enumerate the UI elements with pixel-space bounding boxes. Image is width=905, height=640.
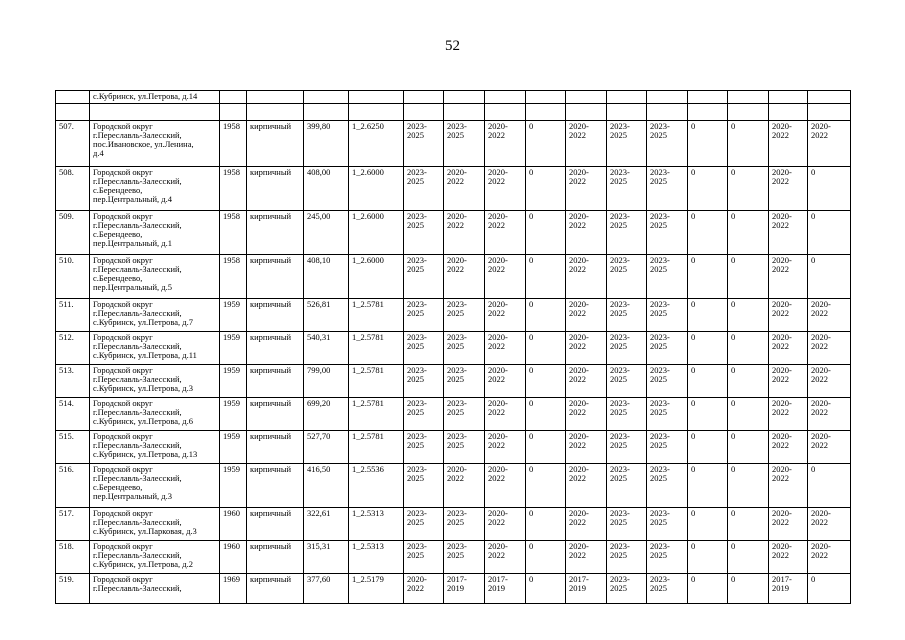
cell-c10: 2020- 2022	[769, 398, 808, 431]
cell-c3: 2020- 2022	[485, 365, 526, 398]
cell-c7: 2023- 2025	[647, 431, 688, 464]
cell-c3: 2020- 2022	[485, 255, 526, 299]
cell-c2: 2023- 2025	[444, 431, 485, 464]
cell-c6: 2023- 2025	[607, 299, 647, 332]
cell-material: кирпичный	[247, 167, 304, 211]
cell-num	[56, 91, 90, 104]
cell-address: Городской округ г.Переславль-Залесский, с.Кубринск, ул.Петрова, д.13	[90, 431, 220, 464]
cell-code: 1_2.5781	[349, 365, 404, 398]
cell-year: 1958	[220, 167, 247, 211]
cell-c8: 0	[688, 121, 728, 167]
cell-c11: 0	[808, 464, 851, 508]
cell-c8: 0	[688, 365, 728, 398]
cell-c6: 2023- 2025	[607, 365, 647, 398]
cell-c2: 2023- 2025	[444, 398, 485, 431]
cell-c1: 2020- 2022	[404, 574, 444, 604]
cell-c3: 2020- 2022	[485, 121, 526, 167]
cell-c1: 2023- 2025	[404, 541, 444, 574]
cell-c9: 0	[728, 464, 769, 508]
cell-area: 527,70	[304, 431, 349, 464]
cell-c8: 0	[688, 464, 728, 508]
cell-c10: 2020- 2022	[769, 508, 808, 541]
cell-c6: 2023- 2025	[607, 541, 647, 574]
cell-c8: 0	[688, 508, 728, 541]
cell-c9: 0	[728, 398, 769, 431]
cell-year: 1959	[220, 332, 247, 365]
cell-address: Городской округ г.Переславль-Залесский, с.Кубринск, ул.Петрова, д.7	[90, 299, 220, 332]
cell-c9: 0	[728, 332, 769, 365]
cell-c9: 0	[728, 574, 769, 604]
cell-c6: 2023- 2025	[607, 255, 647, 299]
cell-year: 1959	[220, 398, 247, 431]
cell-year: 1960	[220, 541, 247, 574]
cell-code: 1_2.6000	[349, 167, 404, 211]
cell-code: 1_2.5179	[349, 574, 404, 604]
cell-c4: 0	[526, 332, 566, 365]
cell-num: 517.	[56, 508, 90, 541]
cell-address: Городской округ г.Переславль-Залесский, с.Берендеево, пер.Центральный, д.1	[90, 211, 220, 255]
cell-c1: 2023- 2025	[404, 255, 444, 299]
cell-c4: 0	[526, 211, 566, 255]
cell-material: кирпичный	[247, 365, 304, 398]
cell-area: 322,61	[304, 508, 349, 541]
cell-c10: 2017- 2019	[769, 574, 808, 604]
cell-c1: 2023- 2025	[404, 211, 444, 255]
cell-c9: 0	[728, 167, 769, 211]
cell-material: кирпичный	[247, 211, 304, 255]
table-row	[56, 121, 851, 167]
table-row	[56, 211, 851, 255]
page-number: 52	[445, 38, 460, 54]
cell-c10: 2020- 2022	[769, 121, 808, 167]
cell-material: кирпичный	[247, 464, 304, 508]
table-row	[56, 464, 851, 508]
cell-c11: 2020- 2022	[808, 365, 851, 398]
cell-c10: 2020- 2022	[769, 167, 808, 211]
cell-code: 1_2.6000	[349, 255, 404, 299]
cell-c11: 2020- 2022	[808, 398, 851, 431]
cell-c11: 2020- 2022	[808, 121, 851, 167]
cell-address: с.Кубринск, ул.Петрова, д.14	[90, 91, 220, 104]
cell-c6: 2023- 2025	[607, 167, 647, 211]
cell-c8: 0	[688, 299, 728, 332]
cell-c4: 0	[526, 255, 566, 299]
cell-area: 416,50	[304, 464, 349, 508]
cell-c8: 0	[688, 574, 728, 604]
cell-area: 377,60	[304, 574, 349, 604]
cell-c5: 2020- 2022	[566, 508, 607, 541]
cell-c4: 0	[526, 431, 566, 464]
cell-c10: 2020- 2022	[769, 332, 808, 365]
cell-c4: 0	[526, 464, 566, 508]
cell-address: Городской округ г.Переславль-Залесский,	[90, 574, 220, 604]
cell-c7: 2023- 2025	[647, 398, 688, 431]
cell-c7: 2023- 2025	[647, 574, 688, 604]
cell-material: кирпичный	[247, 121, 304, 167]
cell-c3: 2020- 2022	[485, 211, 526, 255]
cell-c2: 2020- 2022	[444, 167, 485, 211]
cell-c2: 2017- 2019	[444, 574, 485, 604]
cell-num: 507.	[56, 121, 90, 167]
cell-c11: 0	[808, 255, 851, 299]
cell-area: 799,00	[304, 365, 349, 398]
cell-address: Городской округ г.Переславль-Залесский, с.Кубринск, ул.Петрова, д.11	[90, 332, 220, 365]
cell-c10: 2020- 2022	[769, 365, 808, 398]
cell-area: 540,31	[304, 332, 349, 365]
cell-c8: 0	[688, 332, 728, 365]
cell-c8: 0	[688, 431, 728, 464]
cell-c9: 0	[728, 508, 769, 541]
cell-year: 1958	[220, 255, 247, 299]
cell-address: Городской округ г.Переславль-Залесский, с.Кубринск, ул.Петрова, д.2	[90, 541, 220, 574]
cell-c2: 2023- 2025	[444, 332, 485, 365]
cell-c1: 2023- 2025	[404, 121, 444, 167]
cell-c5: 2020- 2022	[566, 398, 607, 431]
cell-c10: 2020- 2022	[769, 464, 808, 508]
cell-c5: 2020- 2022	[566, 332, 607, 365]
cell-c5: 2020- 2022	[566, 255, 607, 299]
cell-year: 1959	[220, 464, 247, 508]
cell-c6: 2023- 2025	[607, 574, 647, 604]
cell-address: Городской округ г.Переславль-Залесский, с.Кубринск, ул.Петрова, д.6	[90, 398, 220, 431]
cell-material: кирпичный	[247, 431, 304, 464]
cell-c11: 2020- 2022	[808, 541, 851, 574]
table-row-spacer	[56, 104, 851, 121]
cell-c4: 0	[526, 299, 566, 332]
cell-c1: 2023- 2025	[404, 167, 444, 211]
cell-area: 408,00	[304, 167, 349, 211]
cell-material: кирпичный	[247, 255, 304, 299]
cell-c4: 0	[526, 121, 566, 167]
cell-year: 1969	[220, 574, 247, 604]
cell-c3: 2020- 2022	[485, 332, 526, 365]
cell-c7: 2023- 2025	[647, 541, 688, 574]
table-row	[56, 299, 851, 332]
cell-area: 399,80	[304, 121, 349, 167]
cell-c1: 2023- 2025	[404, 508, 444, 541]
cell-num: 519.	[56, 574, 90, 604]
cell-material: кирпичный	[247, 299, 304, 332]
cell-area: 245,00	[304, 211, 349, 255]
cell-c2: 2020- 2022	[444, 211, 485, 255]
cell-c6: 2023- 2025	[607, 332, 647, 365]
cell-c6: 2023- 2025	[607, 431, 647, 464]
cell-year: 1959	[220, 299, 247, 332]
cell-c1: 2023- 2025	[404, 464, 444, 508]
cell-code: 1_2.5781	[349, 431, 404, 464]
cell-c10: 2020- 2022	[769, 299, 808, 332]
cell-c3: 2020- 2022	[485, 431, 526, 464]
cell-code: 1_2.5536	[349, 464, 404, 508]
cell-c8: 0	[688, 255, 728, 299]
cell-c11: 2020- 2022	[808, 299, 851, 332]
cell-c6: 2023- 2025	[607, 398, 647, 431]
cell-c3: 2020- 2022	[485, 299, 526, 332]
cell-area: 408,10	[304, 255, 349, 299]
cell-address: Городской округ г.Переславль-Залесский, с.Кубринск, ул.Петрова, д.3	[90, 365, 220, 398]
cell-c8: 0	[688, 541, 728, 574]
cell-c7: 2023- 2025	[647, 508, 688, 541]
cell-code: 1_2.6250	[349, 121, 404, 167]
cell-address: Городской округ г.Переславль-Залесский, с.Берендеево, пер.Центральный, д.3	[90, 464, 220, 508]
cell-c3: 2020- 2022	[485, 508, 526, 541]
cell-num: 513.	[56, 365, 90, 398]
cell-address: Городской округ г.Переславль-Залесский, с.Кубринск, ул.Парковая, д.3	[90, 508, 220, 541]
table-row	[56, 255, 851, 299]
cell-c11: 0	[808, 167, 851, 211]
cell-year: 1960	[220, 508, 247, 541]
cell-c5: 2017- 2019	[566, 574, 607, 604]
cell-c5: 2020- 2022	[566, 541, 607, 574]
cell-year: 1959	[220, 365, 247, 398]
cell-material: кирпичный	[247, 398, 304, 431]
cell-year: 1958	[220, 211, 247, 255]
table-row	[56, 541, 851, 574]
cell-c10: 2020- 2022	[769, 255, 808, 299]
cell-c5: 2020- 2022	[566, 299, 607, 332]
cell-code: 1_2.5313	[349, 508, 404, 541]
cell-c8: 0	[688, 167, 728, 211]
cell-c9: 0	[728, 299, 769, 332]
cell-material: кирпичный	[247, 541, 304, 574]
table-row	[56, 508, 851, 541]
cell-c3: 2020- 2022	[485, 464, 526, 508]
cell-material: кирпичный	[247, 508, 304, 541]
cell-material: кирпичный	[247, 574, 304, 604]
housing-table	[55, 90, 851, 604]
cell-num: 510.	[56, 255, 90, 299]
cell-c9: 0	[728, 541, 769, 574]
cell-c11: 2020- 2022	[808, 431, 851, 464]
cell-code: 1_2.5781	[349, 398, 404, 431]
cell-c1: 2023- 2025	[404, 365, 444, 398]
cell-c1: 2023- 2025	[404, 398, 444, 431]
cell-c4: 0	[526, 398, 566, 431]
cell-c4: 0	[526, 167, 566, 211]
cell-c6: 2023- 2025	[607, 464, 647, 508]
cell-material: кирпичный	[247, 332, 304, 365]
cell-c10: 2020- 2022	[769, 431, 808, 464]
cell-c11: 2020- 2022	[808, 508, 851, 541]
cell-c2: 2020- 2022	[444, 255, 485, 299]
cell-address: Городской округ г.Переславль-Залесский, с.Берендеево, пер.Центральный, д.4	[90, 167, 220, 211]
cell-c9: 0	[728, 255, 769, 299]
cell-c2: 2023- 2025	[444, 299, 485, 332]
cell-code: 1_2.5313	[349, 541, 404, 574]
cell-c4: 0	[526, 508, 566, 541]
cell-c9: 0	[728, 211, 769, 255]
cell-area: 526,81	[304, 299, 349, 332]
cell-c3: 2020- 2022	[485, 167, 526, 211]
cell-c7: 2023- 2025	[647, 255, 688, 299]
cell-c8: 0	[688, 398, 728, 431]
cell-c8: 0	[688, 211, 728, 255]
cell-num: 512.	[56, 332, 90, 365]
cell-c10: 2020- 2022	[769, 211, 808, 255]
cell-num: 515.	[56, 431, 90, 464]
cell-code: 1_2.6000	[349, 211, 404, 255]
cell-c7: 2023- 2025	[647, 211, 688, 255]
cell-c1: 2023- 2025	[404, 431, 444, 464]
cell-c11: 2020- 2022	[808, 332, 851, 365]
cell-c6: 2023- 2025	[607, 508, 647, 541]
cell-c4: 0	[526, 541, 566, 574]
table-row	[56, 332, 851, 365]
cell-c4: 0	[526, 365, 566, 398]
cell-num: 508.	[56, 167, 90, 211]
cell-c7: 2023- 2025	[647, 299, 688, 332]
cell-c2: 2023- 2025	[444, 121, 485, 167]
table-row	[56, 574, 851, 604]
table-row	[56, 365, 851, 398]
cell-c2: 2020- 2022	[444, 464, 485, 508]
cell-year: 1958	[220, 121, 247, 167]
cell-code: 1_2.5781	[349, 332, 404, 365]
cell-c5: 2020- 2022	[566, 431, 607, 464]
cell-c7: 2023- 2025	[647, 167, 688, 211]
cell-c3: 2020- 2022	[485, 541, 526, 574]
cell-num: 518.	[56, 541, 90, 574]
table-row	[56, 398, 851, 431]
table-row	[56, 431, 851, 464]
cell-num: 516.	[56, 464, 90, 508]
cell-c5: 2020- 2022	[566, 464, 607, 508]
cell-year: 1959	[220, 431, 247, 464]
cell-c11: 0	[808, 211, 851, 255]
cell-num: 514.	[56, 398, 90, 431]
cell-c2: 2023- 2025	[444, 541, 485, 574]
cell-area: 699,20	[304, 398, 349, 431]
cell-c9: 0	[728, 365, 769, 398]
table-row-continuation	[56, 91, 851, 104]
cell-c4: 0	[526, 574, 566, 604]
cell-c10: 2020- 2022	[769, 541, 808, 574]
cell-c1: 2023- 2025	[404, 332, 444, 365]
cell-c2: 2023- 2025	[444, 365, 485, 398]
table-row	[56, 167, 851, 211]
cell-code: 1_2.5781	[349, 299, 404, 332]
cell-c7: 2023- 2025	[647, 365, 688, 398]
cell-c5: 2020- 2022	[566, 211, 607, 255]
cell-c3: 2020- 2022	[485, 398, 526, 431]
cell-c6: 2023- 2025	[607, 211, 647, 255]
cell-c3: 2017- 2019	[485, 574, 526, 604]
cell-c7: 2023- 2025	[647, 121, 688, 167]
cell-num: 509.	[56, 211, 90, 255]
cell-address: Городской округ г.Переславль-Залесский, с.Берендеево, пер.Центральный, д.5	[90, 255, 220, 299]
cell-c6: 2023- 2025	[607, 121, 647, 167]
cell-c2: 2023- 2025	[444, 508, 485, 541]
cell-c9: 0	[728, 431, 769, 464]
cell-c7: 2023- 2025	[647, 332, 688, 365]
cell-c5: 2020- 2022	[566, 365, 607, 398]
cell-address: Городской округ г.Переславль-Залесский, пос.Ивановское, ул.Ленина, д.4	[90, 121, 220, 167]
cell-c7: 2023- 2025	[647, 464, 688, 508]
cell-c5: 2020- 2022	[566, 121, 607, 167]
cell-c1: 2023- 2025	[404, 299, 444, 332]
cell-c5: 2020- 2022	[566, 167, 607, 211]
cell-c9: 0	[728, 121, 769, 167]
cell-area: 315,31	[304, 541, 349, 574]
cell-num: 511.	[56, 299, 90, 332]
cell-c11: 0	[808, 574, 851, 604]
